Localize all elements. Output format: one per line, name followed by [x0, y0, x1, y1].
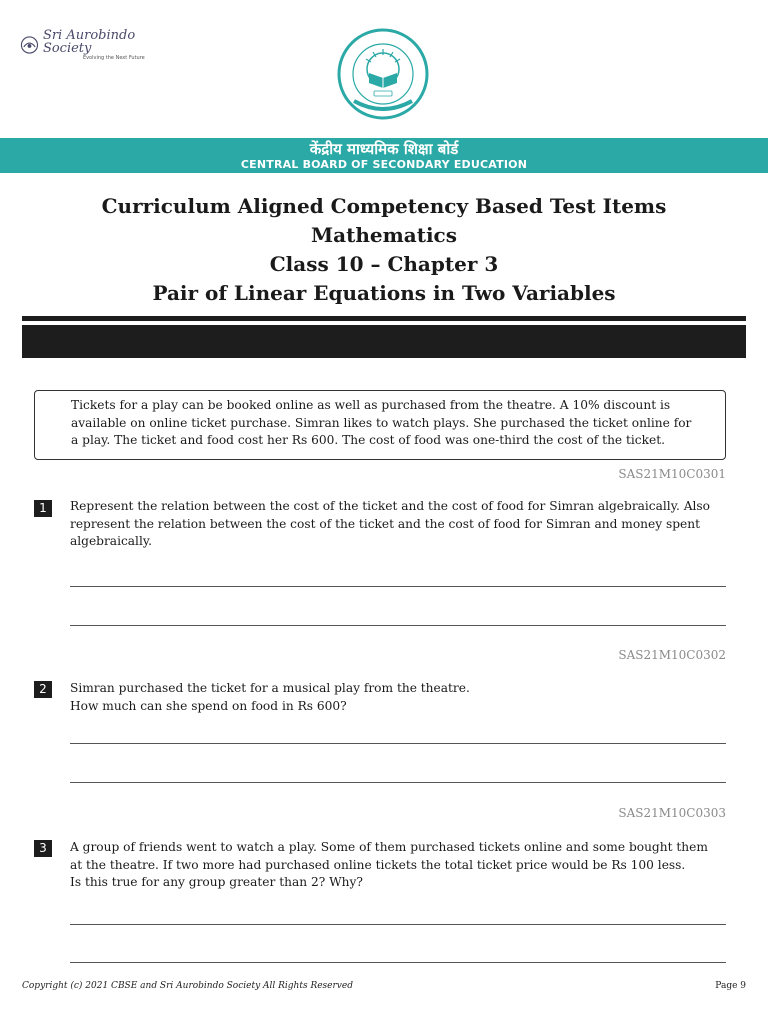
answer-line[interactable]	[70, 924, 726, 925]
board-name-hindi: केंद्रीय माध्यमिक शिक्षा बोर्ड	[309, 140, 459, 158]
question-line: Is this true for any group greater than 2? Why?	[70, 875, 363, 889]
question-number-3: 3	[34, 840, 52, 857]
sas-logo-tagline: Evolving the Next Future	[82, 55, 145, 61]
item-code-3: SAS21M10C0303	[618, 806, 726, 820]
question-line: How much can she spend on food in Rs 600?	[70, 698, 347, 713]
answer-line[interactable]	[70, 782, 726, 783]
question-line: Represent the relation between the cost of the ticket and the cost of food for Simran algebraically. Also	[70, 499, 710, 513]
context-line: Tickets for a play can be booked online as well as purchased from the theatre. A 10% discount is	[71, 398, 671, 412]
title-rule-thick	[22, 325, 746, 358]
question-text-3	[70, 839, 730, 892]
question-number-1: 1	[34, 500, 52, 517]
answer-line[interactable]	[70, 962, 726, 963]
sas-logo-name: Sri Aurobindo Society	[42, 28, 136, 56]
question-line: at the theatre. If two more had purchased online tickets the total ticket price would be Rs 100 less.	[70, 857, 686, 872]
answer-line[interactable]	[70, 625, 726, 626]
sas-logo	[20, 30, 180, 60]
item-code-1: SAS21M10C0301	[618, 467, 726, 481]
question-line: Simran purchased the ticket for a musical play from the theatre.	[70, 681, 470, 695]
title-line-1: Curriculum Aligned Competency Based Test Items	[101, 194, 667, 218]
title-line-2: Mathematics	[311, 223, 457, 247]
item-code-2: SAS21M10C0302	[618, 648, 726, 662]
board-name-band	[0, 138, 768, 173]
page-number: Page 9	[715, 981, 746, 991]
question-line: represent the relation between the cost of the ticket and the cost of food for Simran and money spent	[70, 516, 701, 531]
question-text-1	[70, 498, 730, 551]
title-rule-thin	[22, 316, 746, 321]
document-title	[0, 192, 768, 308]
title-line-4: Pair of Linear Equations in Two Variables	[152, 281, 616, 305]
context-line: a play. The ticket and food cost her Rs 600. The cost of food was one-third the cost of the ticket.	[71, 433, 665, 447]
context-box	[34, 390, 726, 460]
board-name-english: CENTRAL BOARD OF SECONDARY EDUCATION	[240, 158, 528, 171]
question-text-2	[70, 680, 730, 715]
sas-emblem-icon	[20, 35, 39, 55]
question-line: algebraically.	[70, 534, 152, 548]
cbse-seal-icon	[336, 27, 430, 121]
title-line-3: Class 10 – Chapter 3	[269, 252, 499, 276]
answer-line[interactable]	[70, 743, 726, 744]
question-number-2: 2	[34, 681, 52, 698]
answer-line[interactable]	[70, 586, 726, 587]
question-line: A group of friends went to watch a play. Some of them purchased tickets online and some bought them	[70, 840, 708, 854]
context-line: available on online ticket purchase. Simran likes to watch plays. She purchased the ticket online for	[71, 415, 692, 430]
footer-copyright: Copyright (c) 2021 CBSE and Sri Aurobindo Society All Rights Reserved	[22, 981, 353, 991]
